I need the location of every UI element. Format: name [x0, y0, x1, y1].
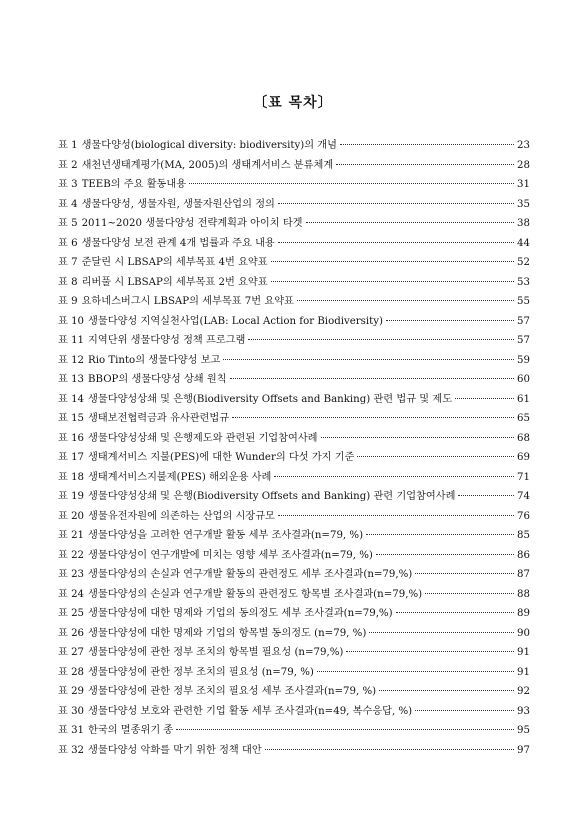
dot-leader — [248, 339, 514, 340]
toc-entry-label: 표 30 — [58, 705, 85, 717]
toc-entry-page-number: 38 — [517, 218, 530, 229]
toc-entry-title: 지역단위 생물다양성 정책 프로그램 — [88, 335, 246, 346]
toc-entry-label: 표 9 — [58, 296, 78, 307]
toc-entry[interactable] — [58, 487, 530, 507]
toc-entry-page-number: 95 — [517, 725, 530, 736]
toc-entry-label: 표 20 — [58, 510, 85, 522]
toc-entry-page-number: 31 — [517, 179, 530, 190]
toc-entry-label: 표 18 — [58, 471, 85, 483]
toc-entry-label: 표 27 — [58, 647, 85, 658]
toc-entry-label: 표 8 — [58, 276, 78, 288]
dot-leader — [265, 749, 514, 750]
toc-entry-label: 표 5 — [58, 218, 78, 229]
toc-entry-title: 생물다양성에 관한 정부 조치의 필요성 (n=79, %) — [88, 666, 314, 678]
toc-entry[interactable] — [58, 468, 530, 488]
dot-leader — [357, 456, 514, 457]
toc-entry-label: 표 24 — [58, 588, 85, 600]
dot-leader — [306, 222, 514, 223]
toc-entry-label: 표 19 — [58, 491, 85, 502]
toc-entry[interactable] — [58, 370, 530, 390]
dot-leader — [278, 203, 514, 204]
toc-entry-page-number: 65 — [517, 413, 530, 424]
toc-entry-page-number: 87 — [517, 569, 530, 580]
toc-entry-title: 리버풀 시 LBSAP의 세부목표 2번 요약표 — [81, 276, 268, 288]
toc-entry-page-number: 76 — [517, 510, 530, 522]
toc-entry-label: 표 3 — [58, 179, 78, 190]
dot-leader — [336, 164, 514, 165]
dot-leader — [189, 183, 514, 184]
toc-entry[interactable] — [58, 156, 530, 176]
toc-entry[interactable] — [58, 136, 530, 156]
toc-entry-title: 생물다양성, 생물자원, 생물자원산업의 정의 — [81, 198, 275, 210]
toc-entry-page-number: 53 — [517, 276, 530, 288]
dot-leader — [271, 281, 514, 282]
dot-leader — [340, 144, 514, 145]
toc-entry-label: 표 13 — [58, 374, 85, 385]
toc-entry-page-number: 91 — [517, 647, 530, 658]
toc-entry-title: 생물다양성 악화를 막기 위한 정책 대안 — [88, 744, 262, 756]
toc-entry[interactable] — [58, 624, 530, 644]
toc-entry-title: 생태계서비스 지불(PES)에 대한 Wunder의 다섯 가지 기준 — [88, 452, 355, 463]
dot-leader — [278, 515, 514, 516]
toc-entry-title: 생물다양성을 고려한 연구개발 활동 세부 조사결과(n=79, %) — [88, 530, 364, 541]
toc-entry[interactable] — [58, 643, 530, 663]
toc-entry-title: 생태계서비스지불제(PES) 해외운용 사례 — [88, 471, 272, 483]
dot-leader — [366, 534, 514, 535]
toc-entry[interactable] — [58, 448, 530, 468]
toc-entry-title: 생물다양성에 대한 명제와 기업의 동의정도 세부 조사결과(n=79,%) — [88, 608, 393, 619]
dot-leader — [271, 261, 514, 262]
toc-entry-page-number: 57 — [517, 315, 530, 327]
dot-leader — [274, 476, 514, 477]
toc-entry-page-number: 68 — [517, 432, 530, 444]
toc-entry-page-number: 35 — [517, 198, 530, 210]
toc-entry[interactable] — [58, 682, 530, 702]
dot-leader — [376, 554, 514, 555]
toc-entry-title: Rio Tinto의 생물다양성 보고 — [88, 354, 221, 366]
toc-entry[interactable] — [58, 195, 530, 215]
toc-entry[interactable] — [58, 721, 530, 741]
toc-entry-title: 생물다양성(biological diversity: biodiversity)의 개념 — [81, 140, 337, 151]
toc-entry[interactable] — [58, 390, 530, 410]
dot-leader — [223, 359, 514, 360]
dot-leader — [455, 398, 514, 399]
toc-entry-label: 표 10 — [58, 315, 85, 327]
toc-entry-title: 2011~2020 생물다양성 전략계획과 아이치 타겟 — [81, 218, 303, 229]
toc-entry-page-number: 57 — [517, 335, 530, 346]
toc-entry-title: 생물유전자원에 의존하는 산업의 시장규모 — [88, 510, 275, 522]
toc-entry-page-number: 69 — [517, 452, 530, 463]
toc-entry[interactable] — [58, 429, 530, 449]
dot-leader — [369, 632, 514, 633]
toc-entry-label: 표 16 — [58, 432, 85, 444]
toc-entry-page-number: 59 — [517, 354, 530, 366]
dot-leader — [346, 651, 514, 652]
toc-entry-label: 표 23 — [58, 569, 85, 580]
toc-entry[interactable] — [58, 546, 530, 566]
dot-leader — [415, 710, 514, 711]
dot-leader — [176, 729, 514, 730]
toc-entry-label: 표 12 — [58, 354, 85, 366]
toc-entry-title: 한국의 멸종위기 종 — [88, 725, 174, 736]
toc-entry[interactable] — [58, 507, 530, 527]
toc-entry[interactable] — [58, 741, 530, 761]
toc-entry-label: 표 28 — [58, 666, 85, 678]
toc-entry-page-number: 44 — [517, 237, 530, 249]
toc-entry-label: 표 21 — [58, 530, 85, 541]
dot-leader — [317, 671, 514, 672]
toc-entry-label: 표 32 — [58, 744, 85, 756]
dot-leader — [278, 242, 514, 243]
toc-entry-label: 표 17 — [58, 452, 85, 463]
toc-entry-title: 생물다양성의 손실과 연구개발 활동의 관련정도 항목별 조사결과(n=79,%) — [88, 588, 423, 600]
toc-entry-title: 요하네스버그시 LBSAP의 세부목표 7번 요약표 — [81, 296, 294, 307]
toc-entry[interactable] — [58, 526, 530, 546]
toc-entry-page-number: 85 — [517, 530, 530, 541]
toc-entry-page-number: 88 — [517, 588, 530, 600]
dot-leader — [425, 593, 514, 594]
toc-entry-title: TEEB의 주요 활동내용 — [81, 179, 187, 190]
toc-entry-title: 생물다양성에 관한 정부 조치의 필요성 세부 조사결과(n=79, %) — [88, 686, 377, 697]
toc-entry-label: 표 6 — [58, 237, 78, 249]
toc-entry[interactable] — [58, 604, 530, 624]
toc-entry-title: 생태보전협력금과 유사관련법규 — [88, 413, 230, 424]
toc-entry-label: 표 14 — [58, 393, 85, 405]
toc-entry-page-number: 52 — [517, 257, 530, 268]
toc-entry-label: 표 29 — [58, 686, 85, 697]
toc-entry[interactable] — [58, 312, 530, 332]
toc-entry[interactable] — [58, 702, 530, 722]
toc-entry-page-number: 90 — [517, 627, 530, 639]
toc-entry[interactable] — [58, 292, 530, 312]
toc-entry-page-number: 92 — [517, 686, 530, 697]
toc-entry[interactable] — [58, 585, 530, 605]
toc-entry-label: 표 1 — [58, 140, 78, 151]
dot-leader — [458, 495, 514, 496]
toc-entry-page-number: 93 — [517, 705, 530, 717]
toc-entry-page-number: 91 — [517, 666, 530, 678]
toc-entry[interactable] — [58, 214, 530, 234]
toc-entry[interactable] — [58, 253, 530, 273]
toc-entry-title: 새천년생태계평가(MA, 2005)의 생태계서비스 분류체계 — [81, 159, 334, 171]
toc-entry-page-number: 74 — [517, 491, 530, 502]
toc-entry-page-number: 23 — [517, 140, 530, 151]
toc-entry-label: 표 7 — [58, 257, 78, 268]
dot-leader — [415, 573, 514, 574]
toc-entry-title: 생물다양성에 관한 정부 조치의 항목별 필요성 (n=79,%) — [88, 647, 344, 658]
toc-entry-title: 생물다양성의 손실과 연구개발 활동의 관련정도 세부 조사결과(n=79,%) — [88, 569, 413, 580]
toc-entry-title: BBOP의 생물다양성 상쇄 원칙 — [88, 374, 227, 385]
dot-leader — [396, 612, 514, 613]
toc-entry-label: 표 26 — [58, 627, 85, 639]
toc-entry[interactable] — [58, 331, 530, 351]
toc-entry-page-number: 86 — [517, 549, 530, 561]
toc-entry-title: 생물다양성 보전 관계 4개 법률과 주요 내용 — [81, 237, 275, 249]
toc-entry-title: 생물다양성이 연구개발에 미치는 영향 세부 조사결과(n=79, %) — [88, 549, 373, 561]
toc-entry[interactable] — [58, 273, 530, 293]
toc-entry[interactable] — [58, 175, 530, 195]
toc-entry-title: 생물다양성상쇄 및 은행(Biodiversity Offsets and Banking) 관련 법규 및 제도 — [88, 393, 453, 405]
page-title: 〔표 목차〕 — [253, 95, 333, 111]
toc-entry-label: 표 25 — [58, 608, 85, 619]
toc-entry-title: 생물다양성에 대한 명제와 기업의 항목별 동의정도 (n=79, %) — [88, 627, 367, 639]
dot-leader — [232, 417, 514, 418]
toc-entry-page-number: 55 — [517, 296, 530, 307]
toc-entry[interactable] — [58, 234, 530, 254]
dot-leader — [379, 690, 514, 691]
dot-leader — [386, 320, 514, 321]
dot-leader — [321, 437, 514, 438]
toc-entry-page-number: 89 — [517, 608, 530, 619]
toc-entry-label: 표 2 — [58, 159, 78, 171]
dot-leader — [297, 300, 514, 301]
toc-entry-title: 생물다양성 보호와 관련한 기업 활동 세부 조사결과(n=49, 복수응답, %) — [88, 705, 413, 717]
toc-entry-page-number: 28 — [517, 159, 530, 171]
toc-entry[interactable] — [58, 351, 530, 371]
toc-entry-label: 표 31 — [58, 725, 85, 736]
toc-entry-label: 표 11 — [58, 335, 85, 346]
table-of-contents — [58, 136, 530, 760]
dot-leader — [230, 378, 514, 379]
toc-entry-page-number: 61 — [517, 393, 530, 405]
toc-entry[interactable] — [58, 565, 530, 585]
toc-entry[interactable] — [58, 409, 530, 429]
toc-entry-page-number: 60 — [517, 374, 530, 385]
toc-entry-title: 생물다양성 지역실천사업(LAB: Local Action for Biodiversity) — [88, 315, 383, 327]
toc-entry-label: 표 15 — [58, 413, 85, 424]
toc-entry-label: 표 4 — [58, 198, 78, 210]
toc-entry-title: 생물다양성상쇄 및 은행(Biodiversity Offsets and Banking) 관련 기업참여사례 — [88, 491, 456, 502]
toc-entry-title: 준달린 시 LBSAP의 세부목표 4번 요약표 — [81, 257, 268, 268]
toc-entry-page-number: 71 — [517, 471, 530, 483]
toc-entry-title: 생물다양성상쇄 및 은행제도와 관련된 기업참여사례 — [88, 432, 318, 444]
toc-entry-label: 표 22 — [58, 549, 85, 561]
toc-entry[interactable] — [58, 663, 530, 683]
toc-entry-page-number: 97 — [517, 744, 530, 756]
